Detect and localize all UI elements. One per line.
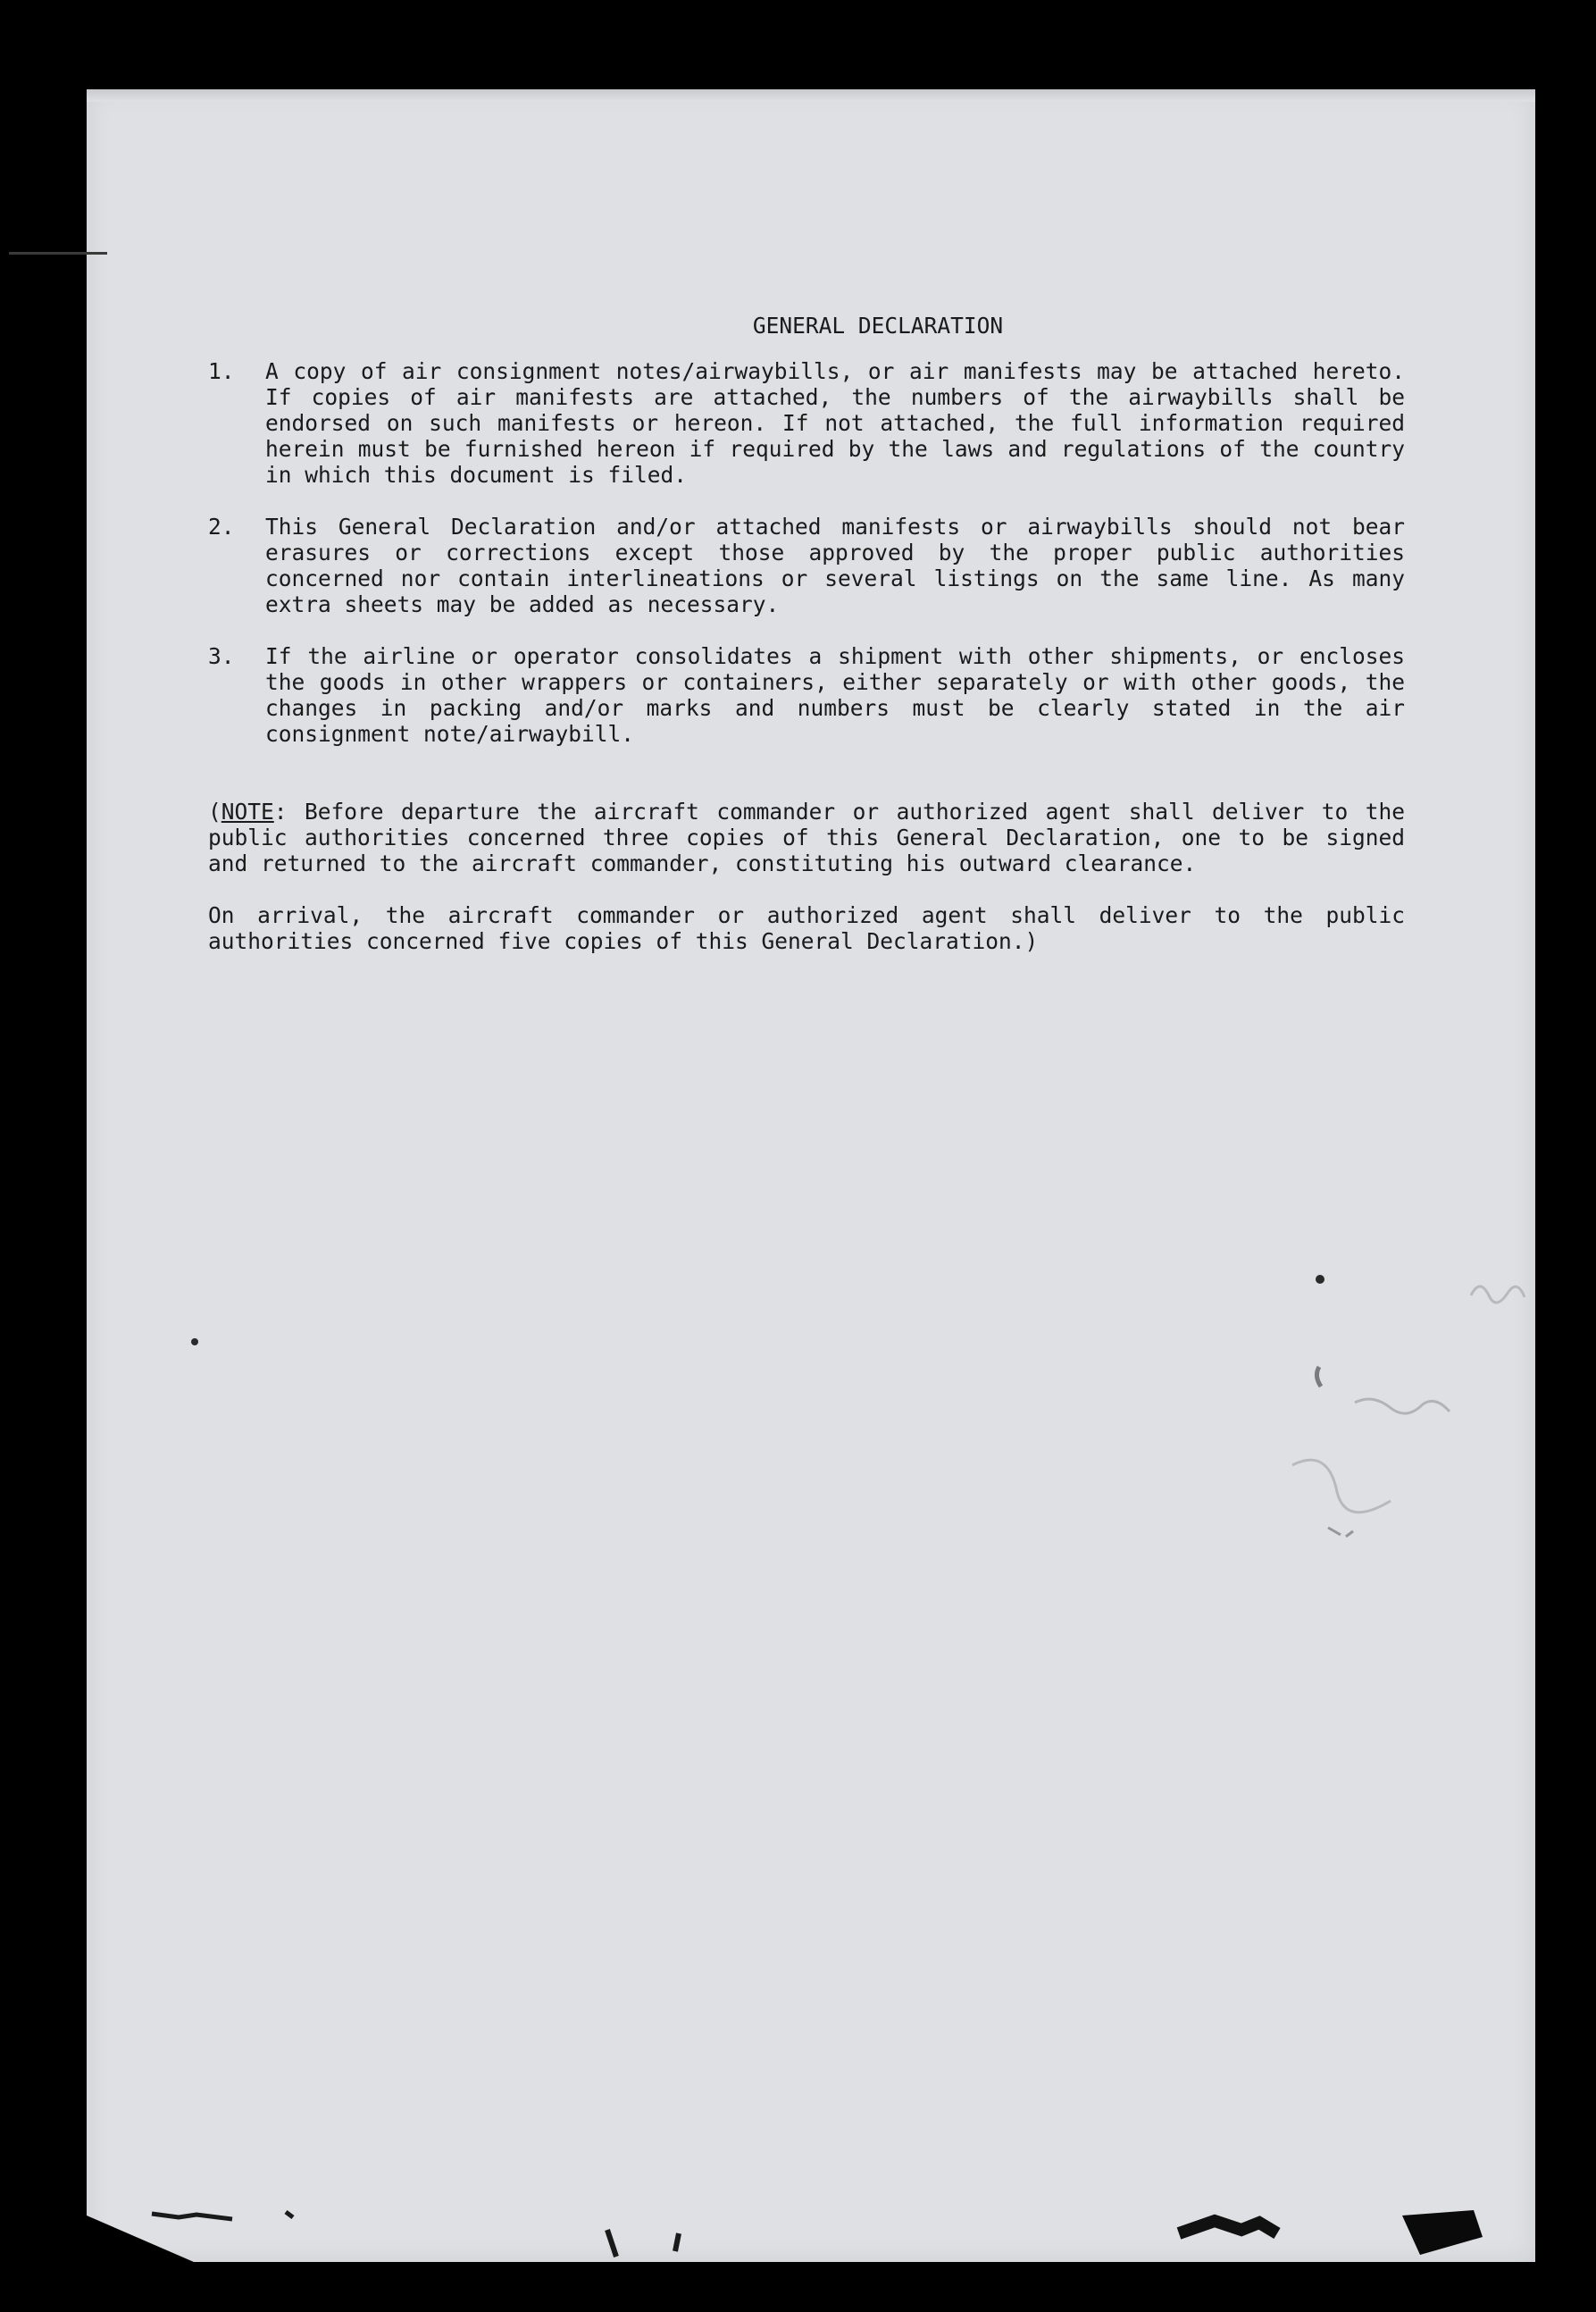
list-item-number: 3. xyxy=(208,643,235,669)
document-body xyxy=(208,313,1405,954)
arrival-paragraph: On arrival, the aircraft commander or authorized agent shall deliver to the public authorities concerned five copies of this General Declaration.) xyxy=(208,902,1405,954)
document-title: GENERAL DECLARATION xyxy=(752,313,1004,339)
list-item-text: A copy of air consignment notes/airwaybills, or air manifests may be attached hereto. If copies of air manifests are attached, the numbers of the airwaybills shall be endorsed on such manifests or hereon. If not attached, the full information required herein must be furnished hereon if required by the laws and regulations of the country in which this document is filed. xyxy=(265,358,1405,488)
list-item-number: 2. xyxy=(208,514,235,540)
list-item-number: 1. xyxy=(208,358,235,384)
paper-sheet xyxy=(87,89,1535,2262)
list-item-text: If the airline or operator consolidates a shipment with other shipments, or encloses the goods in other wrappers or containers, either separately or with other goods, the changes in packing and/or marks and numbers must be clearly stated in the air consignment note/airwaybill. xyxy=(265,643,1405,747)
note-paragraph xyxy=(208,799,1405,876)
list-item xyxy=(208,358,1405,488)
note-open-paren: ( xyxy=(208,799,221,825)
list-item xyxy=(208,514,1405,617)
faint-handwritten-mark xyxy=(1266,1269,1551,1563)
list-item-text: This General Declaration and/or attached manifests or airwaybills should not bear erasures or corrections except those approved by the proper public authorities concerned nor contain interlineations or several listings on the same line. As many extra sheets may be added as necessary. xyxy=(265,514,1405,617)
paper-fold-edge xyxy=(87,89,1535,102)
note-label: NOTE xyxy=(221,799,274,825)
list-item xyxy=(208,643,1405,747)
note-text: : Before departure the aircraft commander or authorized agent shall deliver to the public authorities concerned three copies of this General Declaration, one to be signed and returned to the aircraft commander, constituting his outward clearance. xyxy=(208,799,1405,876)
